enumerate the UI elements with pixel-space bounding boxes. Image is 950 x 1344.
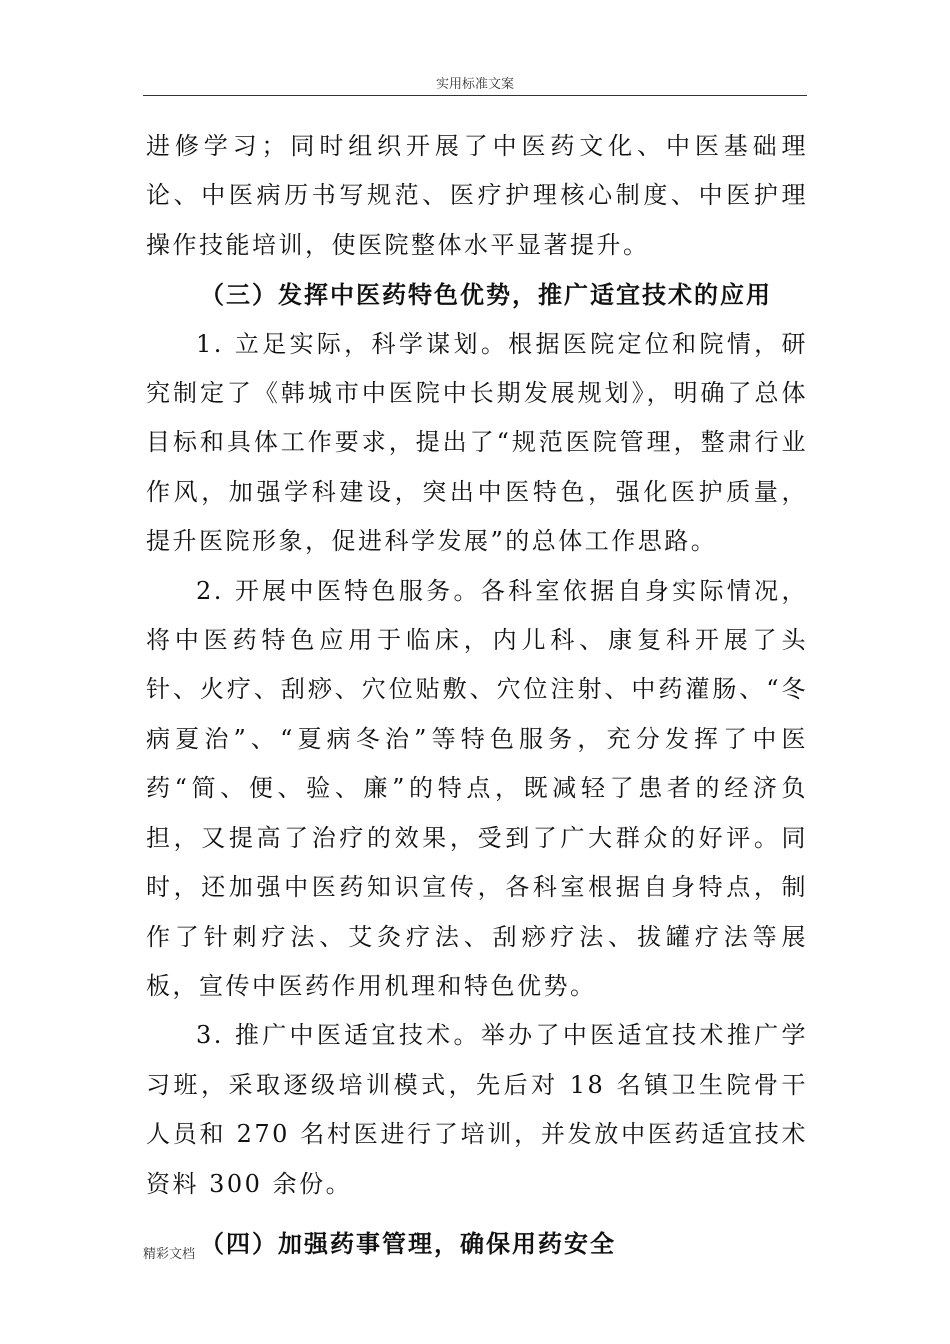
header-divider — [143, 95, 807, 96]
paragraph-item-3: 3. 推广中医适宜技术。举办了中医适宜技术推广学习班，采取逐级培训模式，先后对 18 名镇卫生院骨干人员和 270 名村医进行了培训，并发放中医药适宜技术资料 300 余份。 — [146, 1021, 808, 1198]
document-body — [146, 122, 808, 1268]
section-heading-3: （三）发挥中医药特色优势，推广适宜技术的应用 — [200, 280, 772, 310]
page-footer: 精彩文档 — [143, 1247, 196, 1262]
section-heading-4: （四）加强药事管理，确保用药安全 — [200, 1228, 616, 1258]
paragraph-intro: 进修学习；同时组织开展了中医药文化、中医基础理论、中医病历书写规范、医疗护理核心制度、中医护理操作技能培训，使医院整体水平显著提升。 — [146, 132, 808, 259]
paragraph-item-2: 2. 开展中医特色服务。各科室依据自身实际情况，将中医药特色应用于临床，内儿科、康复科开展了头针、火疗、刮痧、穴位贴敷、穴位注射、中药灌肠、“冬病夏治”、“夏病冬治”等特色服务，充分发挥了中医药“简、便、验、廉”的特点，既减轻了患者的经济负担，又提高了治疗的效果，受到了广大群众的好评。同时，还加强中医药知识宣传，各科室根据自身特点，制作了针刺疗法、艾灸疗法、刮痧疗法、拔罐疗法等展板，宣传中医药作用机理和特色优势。 — [146, 576, 808, 1000]
paragraph-item-1: 1. 立足实际，科学谋划。根据医院定位和院情，研究制定了《韩城市中医院中长期发展规划》，明确了总体目标和具体工作要求，提出了“规范医院管理，整肃行业作风，加强学科建设，突出中医特色，强化医护质量，提升医院形象，促进科学发展”的总体工作思路。 — [146, 329, 808, 556]
page-header: 实用标准文案 — [435, 77, 514, 92]
